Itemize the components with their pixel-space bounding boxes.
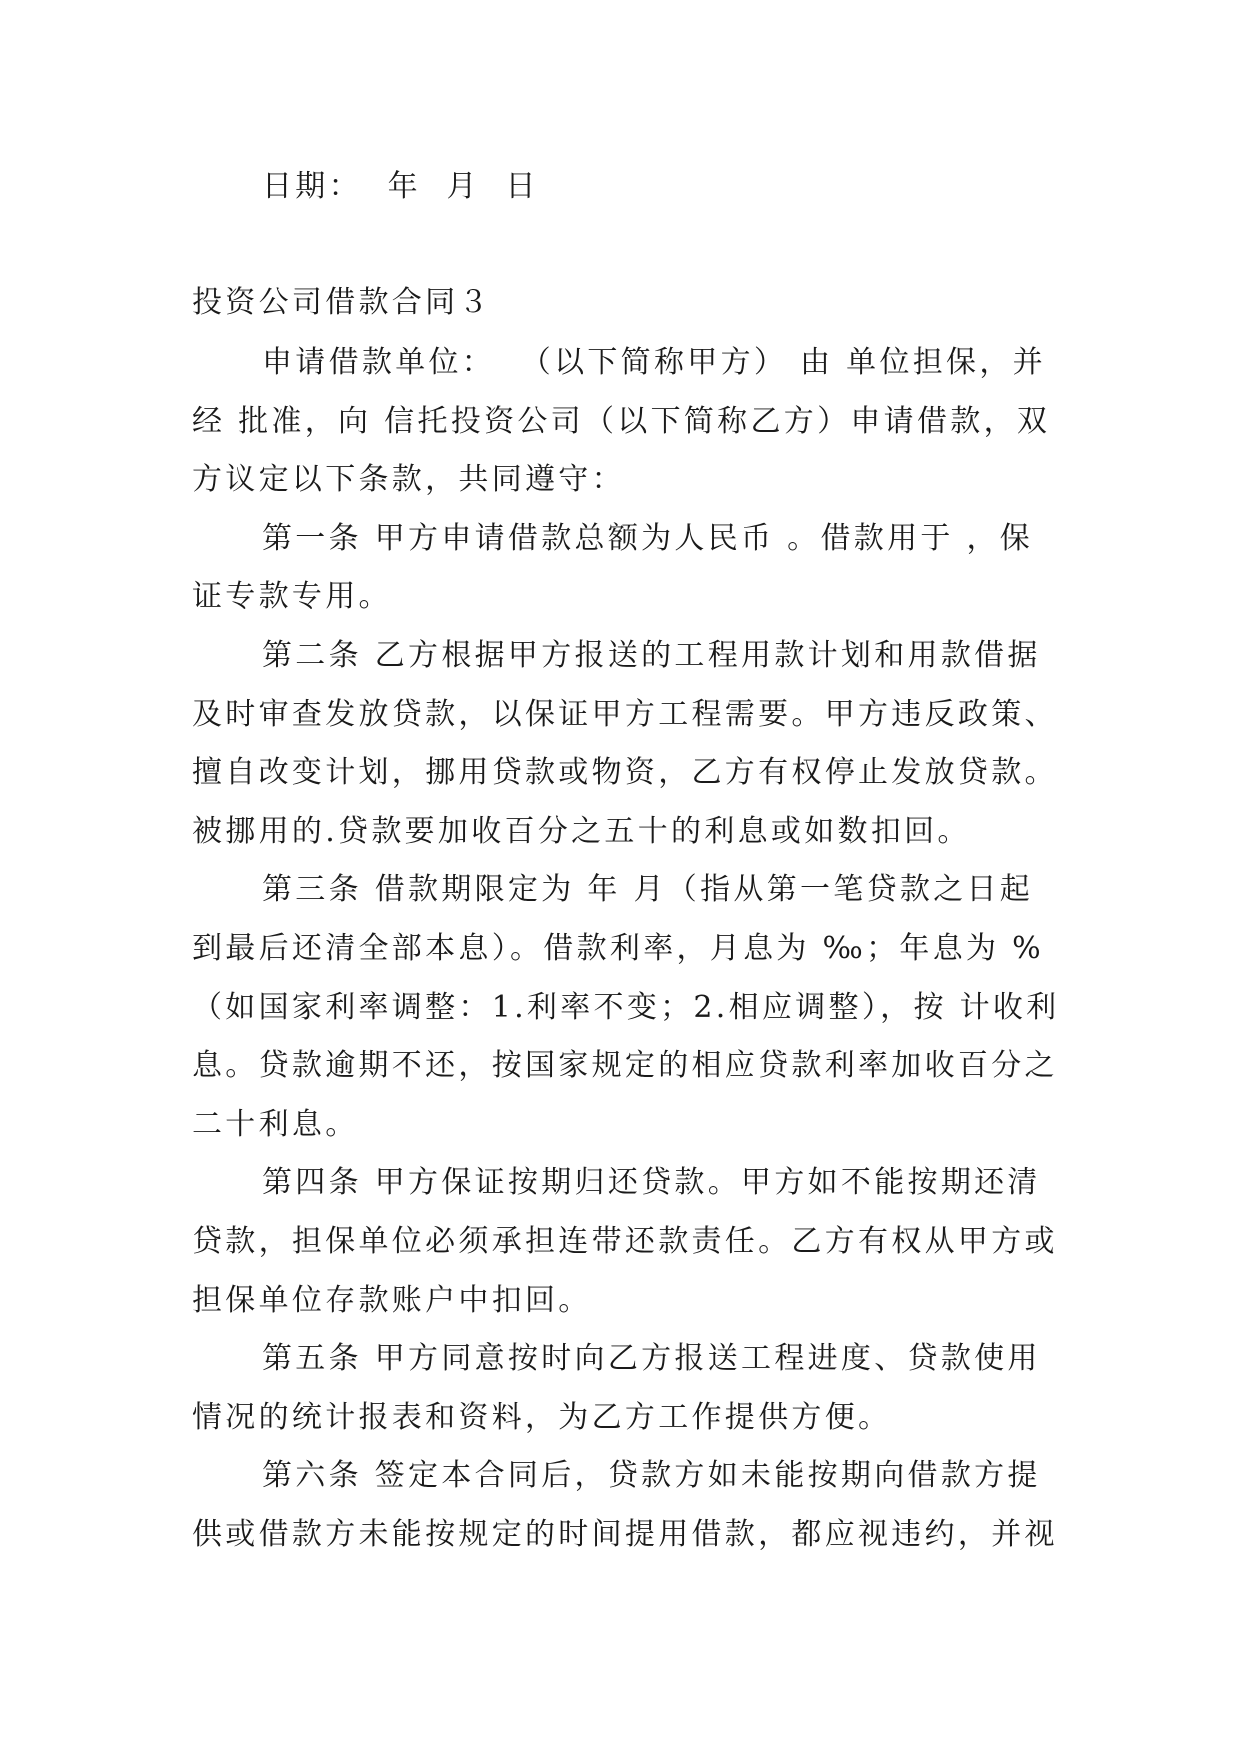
text-line: 到最后还清全部本息）。借款利率，月息为 ‰；年息为 %	[192, 931, 1044, 966]
text-line: 申请借款单位： （以下简称甲方） 由 单位担保，并	[262, 345, 1046, 380]
text-line: 被挪用的.贷款要加收百分之五十的利息或如数扣回。	[192, 814, 971, 849]
text-line: 担保单位存款账户中扣回。	[192, 1283, 592, 1318]
text-line: 第二条 乙方根据甲方报送的工程用款计划和用款借据	[262, 638, 1041, 673]
contract-title: 投资公司借款合同３	[192, 285, 492, 320]
text-line: 二十利息。	[192, 1107, 359, 1142]
date-line: 日期： 年 月 日	[262, 169, 539, 204]
text-line: 经 批准，向 信托投资公司（以下简称乙方）申请借款，双	[192, 404, 1051, 439]
text-line: 证专款专用。	[192, 579, 392, 614]
text-line: 第四条 甲方保证按期归还贷款。甲方如不能按期还清	[262, 1165, 1041, 1200]
text-line: 情况的统计报表和资料，为乙方工作提供方便。	[192, 1400, 892, 1435]
text-line: 第一条 甲方申请借款总额为人民币 。借款用于 ，保	[262, 521, 1034, 556]
text-line: 方议定以下条款，共同遵守：	[192, 462, 625, 497]
text-line: 及时审查发放贷款，以保证甲方工程需要。甲方违反政策、	[192, 697, 1058, 732]
text-line: （如国家利率调整：1.利率不变；2.相应调整），按 计收利	[192, 990, 1060, 1025]
text-line: 第五条 甲方同意按时向乙方报送工程进度、贷款使用	[262, 1341, 1041, 1376]
text-line: 擅自改变计划，挪用贷款或物资，乙方有权停止发放贷款。	[192, 755, 1058, 790]
text-line: 第三条 借款期限定为 年 月（指从第一笔贷款之日起	[262, 872, 1034, 907]
text-line: 息。贷款逾期不还，按国家规定的相应贷款利率加收百分之	[192, 1048, 1058, 1083]
text-line: 第六条 签定本合同后，贷款方如未能按期向借款方提	[262, 1458, 1041, 1493]
text-line: 贷款，担保单位必须承担连带还款责任。乙方有权从甲方或	[192, 1224, 1058, 1259]
text-line: 供或借款方未能按规定的时间提用借款，都应视违约，并视	[192, 1517, 1058, 1552]
